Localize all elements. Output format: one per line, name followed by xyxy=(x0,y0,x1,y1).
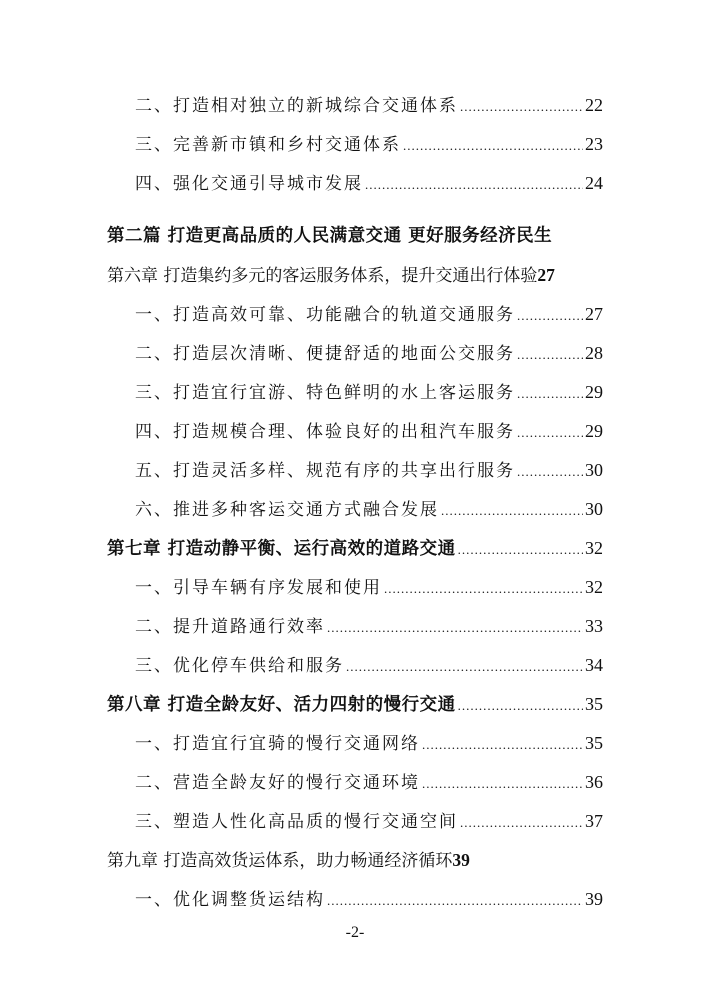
toc-chapter-entry[interactable] xyxy=(107,529,603,568)
toc-chapter-entry[interactable] xyxy=(107,256,603,295)
toc-chapter-entry[interactable] xyxy=(107,685,603,724)
toc-leader-dots xyxy=(422,725,583,764)
toc-section-entry[interactable] xyxy=(107,802,603,841)
toc-section-entry[interactable] xyxy=(107,295,603,334)
toc-entry-label: 二、营造全龄友好的慢行交通环境 xyxy=(135,773,420,793)
toc-entry-label: 一、打造宜行宜骑的慢行交通网络 xyxy=(135,734,420,754)
toc-section-entry[interactable] xyxy=(107,568,603,607)
toc-entry-label: 第六章 打造集约多元的客运服务体系，提升交通出行体验 xyxy=(107,266,538,286)
toc-page-number: 29 xyxy=(585,421,603,441)
toc-page-number: 35 xyxy=(585,733,603,753)
toc-section-entry[interactable] xyxy=(107,490,603,529)
toc-section-entry[interactable] xyxy=(107,646,603,685)
toc-page-number: 36 xyxy=(585,772,603,792)
toc-section-entry[interactable] xyxy=(107,125,603,164)
toc-entry-label: 五、打造灵活多样、规范有序的共享出行服务 xyxy=(135,461,515,481)
toc-page-number: 39 xyxy=(452,850,470,870)
toc-leader-dots xyxy=(517,452,583,491)
toc-entry-label: 三、打造宜行宜游、特色鲜明的水上客运服务 xyxy=(135,383,515,403)
toc-entry-label: 四、强化交通引导城市发展 xyxy=(135,174,363,194)
toc-page-number: 22 xyxy=(585,95,603,115)
toc-entry-label: 一、打造高效可靠、功能融合的轨道交通服务 xyxy=(135,305,515,325)
toc-page-number: 32 xyxy=(585,538,603,558)
toc-section-entry[interactable] xyxy=(107,607,603,646)
toc-page-number: 35 xyxy=(585,694,603,714)
toc-part-heading[interactable] xyxy=(107,217,603,256)
toc-page-number: 37 xyxy=(585,811,603,831)
toc-page-number: 34 xyxy=(585,655,603,675)
toc-entry-label: 二、打造层次清晰、便捷舒适的地面公交服务 xyxy=(135,344,515,364)
toc-page-number: 30 xyxy=(585,460,603,480)
toc-entry-label: 三、塑造人性化高品质的慢行交通空间 xyxy=(135,812,458,832)
toc-leader-dots xyxy=(517,296,583,335)
toc-chapter-entry[interactable] xyxy=(107,841,603,880)
toc-section-entry[interactable] xyxy=(107,412,603,451)
toc-leader-dots xyxy=(365,165,583,204)
toc-leader-dots xyxy=(384,569,583,608)
toc-page-number: 32 xyxy=(585,577,603,597)
toc-page-number: 39 xyxy=(585,889,603,909)
toc-leader-dots xyxy=(517,335,583,374)
toc-entry-label: 四、打造规模合理、体验良好的出租汽车服务 xyxy=(135,422,515,442)
toc-entry-label: 第八章 打造全龄友好、活力四射的慢行交通 xyxy=(107,695,456,715)
toc-leader-dots xyxy=(327,608,583,647)
toc-page-number: 23 xyxy=(585,134,603,154)
toc-leader-dots xyxy=(458,686,583,725)
toc-leader-dots xyxy=(517,413,583,452)
toc-leader-dots xyxy=(327,881,583,920)
toc-section-entry[interactable] xyxy=(107,451,603,490)
toc-page-number: 28 xyxy=(585,343,603,363)
toc-section-entry[interactable] xyxy=(107,86,603,125)
toc-entry-label: 第九章 打造高效货运体系，助力畅通经济循环 xyxy=(107,851,453,871)
toc-section-entry[interactable] xyxy=(107,164,603,203)
toc-leader-dots xyxy=(403,126,583,165)
toc-entry-label: 第二篇 打造更高品质的人民满意交通 更好服务经济民生 xyxy=(107,226,553,246)
toc-entry-label: 三、优化停车供给和服务 xyxy=(135,656,344,676)
toc-section-entry[interactable] xyxy=(107,334,603,373)
toc-leader-dots xyxy=(460,803,583,842)
toc-entry-label: 一、优化调整货运结构 xyxy=(135,890,325,910)
toc-leader-dots xyxy=(460,87,583,126)
toc-entry-label: 二、打造相对独立的新城综合交通体系 xyxy=(135,96,458,116)
page-number: -2- xyxy=(345,924,365,941)
toc-entry-label: 第七章 打造动静平衡、运行高效的道路交通 xyxy=(107,539,456,559)
toc-leader-dots xyxy=(346,647,583,686)
toc-leader-dots xyxy=(422,764,583,803)
toc-leader-dots xyxy=(517,374,583,413)
toc-page-number: 30 xyxy=(585,499,603,519)
table-of-contents xyxy=(107,86,603,919)
toc-page-number: 33 xyxy=(585,616,603,636)
toc-page-number: 29 xyxy=(585,382,603,402)
toc-entry-label: 二、提升道路通行效率 xyxy=(135,617,325,637)
toc-entry-label: 三、完善新市镇和乡村交通体系 xyxy=(135,135,401,155)
toc-page-number: 27 xyxy=(537,265,555,285)
toc-page-number: 24 xyxy=(585,173,603,193)
toc-section-entry[interactable] xyxy=(107,724,603,763)
toc-page-number: 27 xyxy=(585,304,603,324)
toc-entry-label: 六、推进多种客运交通方式融合发展 xyxy=(135,500,439,520)
toc-entry-label: 一、引导车辆有序发展和使用 xyxy=(135,578,382,598)
toc-leader-dots xyxy=(441,491,583,530)
toc-section-entry[interactable] xyxy=(107,373,603,412)
toc-section-entry[interactable] xyxy=(107,763,603,802)
toc-section-entry[interactable] xyxy=(107,880,603,919)
toc-leader-dots xyxy=(458,530,583,569)
